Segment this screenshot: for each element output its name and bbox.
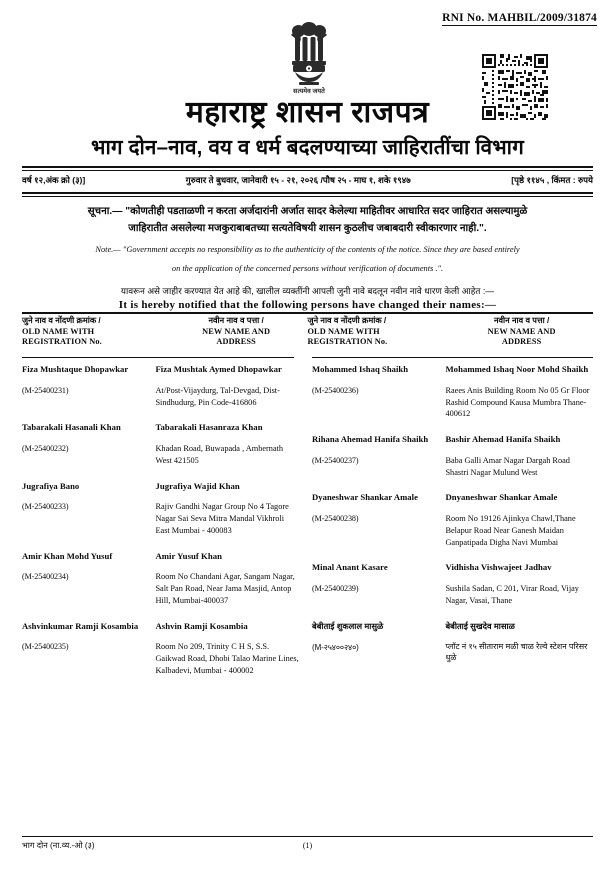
entry-old-cell bbox=[312, 621, 445, 664]
table-row bbox=[312, 562, 590, 606]
entry-old-name: Rihana Ahemad Hanifa Shaikh bbox=[312, 434, 429, 445]
notify-english: It is hereby notified that the following persons have changed their names:— bbox=[118, 298, 497, 311]
entry-new-cell bbox=[445, 492, 590, 548]
header-en-line1: OLD NAME WITH bbox=[307, 326, 380, 336]
entry-new-cell bbox=[155, 364, 300, 408]
gazette-title: महाराष्ट्र शासन राजपत्र bbox=[185, 96, 430, 129]
entry-old-name: Dyaneshwar Shankar Amale bbox=[312, 492, 418, 503]
header-en-line1: NEW NAME AND bbox=[487, 326, 556, 336]
entry-old-name: Amir Khan Mohd Yusuf bbox=[22, 550, 113, 561]
entry-old-name: Ashvinkumar Ramji Kosambia bbox=[22, 620, 139, 631]
table-row bbox=[312, 492, 590, 548]
entry-old-name: Jugrafiya Bano bbox=[22, 480, 80, 491]
rni-number-text: RNI No. MAHBIL/2009/31874 bbox=[442, 12, 597, 24]
page-footer bbox=[22, 840, 593, 851]
issue-pages-price: [पृष्ठे ११४५ , किंमत : रुपये bbox=[511, 175, 593, 185]
entry-new-name: Amir Yusuf Khan bbox=[155, 550, 223, 561]
entry-registration-number: (M-25400232) bbox=[22, 443, 69, 453]
entry-old-name: Minal Anant Kasare bbox=[312, 562, 388, 573]
table-row bbox=[22, 551, 300, 607]
table-header-old-name-right bbox=[308, 316, 451, 347]
table-row bbox=[312, 364, 590, 420]
page-number: (1) bbox=[302, 841, 313, 850]
header-rule-top bbox=[22, 166, 593, 171]
notice-block bbox=[22, 204, 593, 311]
entry-new-cell bbox=[155, 422, 300, 466]
entry-old-cell bbox=[22, 551, 155, 607]
header-en-line2: REGISTRATION No. bbox=[307, 336, 388, 346]
entry-old-name: Fiza Mushtaque Dhopawkar bbox=[22, 364, 129, 374]
entry-new-name: Jugrafiya Wajid Khan bbox=[155, 480, 240, 491]
table-row bbox=[22, 422, 300, 466]
entry-old-name: Mohammed Ishaq Shaikh bbox=[312, 364, 409, 374]
notice-marathi-line-2: जाहिरातीत असलेल्या मजकुराबाबतच्या सत्यतेविषयी शासन कुठलीच जबाबदारी स्वीकारणार नाही.". bbox=[128, 222, 487, 234]
entry-old-cell bbox=[22, 422, 155, 466]
entry-old-cell bbox=[22, 364, 155, 408]
entry-new-cell bbox=[155, 551, 300, 607]
entry-old-cell bbox=[22, 621, 155, 677]
footer-rule bbox=[22, 836, 593, 837]
entry-old-cell bbox=[22, 481, 155, 537]
notify-marathi: यावरून असे जाहीर करण्यात येत आहे की, खालील व्यक्तींनी आपली जुनी नावे बदलून नवीन नावे धारण केली आहेत :— bbox=[120, 285, 495, 296]
entry-old-cell bbox=[312, 434, 445, 478]
entry-address: Room No 19126 Ajinkya Chawl,Thane Belapur Road Near Ganesh Maidan Ganpatipada Digha Navi Mumbai bbox=[445, 514, 576, 547]
entry-address: Rajiv Gandhi Nagar Group No 4 Tagore Nagar Sai Seva Mitra Mandal Vikhroli East Mumbai - 400083 bbox=[155, 502, 289, 535]
entry-new-name: Tabarakali Hasanraza Khan bbox=[155, 422, 263, 433]
entry-registration-number: (M-25400233) bbox=[22, 502, 69, 512]
table-header-row bbox=[22, 316, 593, 347]
entry-registration-number: (M-25400237) bbox=[312, 455, 359, 465]
header-mr-label: नवीन नाव व पत्ता / bbox=[493, 316, 550, 325]
table-row bbox=[22, 364, 300, 408]
notice-english-line-2: on the application of the concerned persons without verification of documents .". bbox=[171, 264, 444, 274]
entry-new-name: Ashvin Ramji Kosambia bbox=[155, 620, 248, 631]
header-mr-label: जुने नाव व नोंदणी क्रमांक / bbox=[307, 316, 387, 325]
entry-address: Sushila Sadan, C 201, Virar Road, Vijay Nagar, Vasai, Thane bbox=[445, 584, 579, 605]
notice-english-line-1: Note.— "Government accepts no responsibility as to the authenticity of the contents of the notice. Since they are based entirely bbox=[95, 244, 520, 254]
svg-text:सत्यमेव जयते: सत्यमेव जयते bbox=[293, 88, 325, 95]
entry-old-name: बेबीताई शुकलाल मासुळे bbox=[312, 621, 384, 631]
entries-column-left bbox=[22, 364, 300, 691]
table-header-new-name-right bbox=[450, 316, 593, 347]
header-en-line2: ADDRESS bbox=[501, 336, 542, 346]
entry-old-cell bbox=[312, 364, 445, 420]
entry-address: प्लॉट नं १५ सीताराम मळी चाळ रेल्वे स्टेशन परिसर धुळे bbox=[445, 641, 588, 663]
gazette-subtitle: भाग दोन–नाव, वय व धर्म बदलण्याच्या जाहिरातींचा विभाग bbox=[91, 136, 524, 159]
entry-registration-number: (M-25400238) bbox=[312, 513, 359, 523]
header-en-line1: OLD NAME WITH bbox=[22, 326, 95, 336]
entry-new-name: Fiza Mushtak Aymed Dhopawkar bbox=[155, 364, 282, 374]
entry-address: Room No 209, Trinity C H S, S.S. Gaikwad Road, Dhobi Talao Marine Lines, Kalbadevi, Mumbai - 400002 bbox=[155, 642, 299, 676]
entry-registration-number: (M-25400239) bbox=[312, 584, 359, 594]
notice-marathi-line-1: सूचना.— "कोणतीही पडताळणी न करता अर्जदारांनी अर्जात सादर केलेल्या माहितीवर आधारित सदर जाहिरात असल्यामुळे bbox=[87, 206, 528, 217]
entry-address: Room No Chandani Agar, Sangam Nagar, Salt Pan Road, Near Jama Masjid, Antop Hill, Mumbai-400037 bbox=[155, 572, 295, 605]
header-en-line1: NEW NAME AND bbox=[202, 326, 271, 336]
table-row bbox=[22, 481, 300, 537]
entry-new-name: Vidhisha Vishwajeet Jadhav bbox=[445, 562, 552, 573]
entry-new-cell bbox=[155, 621, 300, 677]
entry-old-cell bbox=[312, 492, 445, 548]
entry-new-cell bbox=[445, 364, 590, 420]
table-row bbox=[312, 621, 590, 664]
header-mr-label: जुने नाव व नोंदणी क्रमांक / bbox=[22, 316, 101, 325]
entry-address: At/Post-Vijaydurg, Tal-Devgad, Dist-Sindhudurg, Pin Code-416806 bbox=[155, 385, 280, 407]
issue-volume: वर्ष १२,अंक क्रो (३)] bbox=[22, 175, 86, 185]
table-head-rule-left bbox=[22, 357, 294, 358]
entry-new-name: Bashir Ahemad Hanifa Shaikh bbox=[445, 434, 561, 445]
entry-new-cell bbox=[445, 434, 590, 478]
entry-new-name: Mohammed Ishaq Noor Mohd Shaikh bbox=[445, 364, 589, 374]
entry-old-name: Tabarakali Hasanali Khan bbox=[22, 422, 121, 433]
table-head-rule-right bbox=[312, 357, 593, 358]
entry-old-cell bbox=[312, 562, 445, 606]
header-en-line2: REGISTRATION No. bbox=[22, 336, 102, 346]
issue-date: गुरुवार ते बुधवार, जानेवारी १५ - २१, २०२६ /पौष २५ - माघ १, शके १९४७ bbox=[185, 175, 411, 185]
table-header-old-name-left bbox=[22, 316, 165, 347]
header-rule-bottom bbox=[22, 192, 593, 197]
table-row bbox=[312, 434, 590, 478]
entry-new-cell bbox=[155, 481, 300, 537]
entry-new-name: बेबीताई सुखदेव मासाळ bbox=[445, 621, 515, 631]
entry-registration-number: (M-२५४००२४०) bbox=[312, 642, 359, 652]
entry-new-cell bbox=[445, 562, 590, 606]
header-en-line2: ADDRESS bbox=[216, 336, 256, 346]
entry-address: Raees Anis Building Room No 05 Gr Floor Rashid Compound Kausa Mumbra Thane-400612 bbox=[445, 385, 590, 419]
issue-line bbox=[22, 172, 593, 188]
entry-registration-number: (M-25400234) bbox=[22, 572, 69, 582]
entry-new-cell bbox=[445, 621, 590, 664]
entry-registration-number: (M-25400236) bbox=[312, 385, 359, 395]
entry-address: Khadan Road, Buwapada , Ambernath West 421505 bbox=[155, 444, 284, 465]
footer-part-label: भाग दोन (ना.व्य.-ओ (३) bbox=[22, 841, 95, 850]
entry-new-name: Dnyaneshwar Shankar Amale bbox=[445, 492, 558, 503]
entry-address: Baba Galli Amar Nagar Dargah Road Shastri Nagar Mulund West bbox=[445, 455, 570, 477]
header-mr-label: नवीन नाव व पत्ता / bbox=[208, 316, 264, 325]
entry-registration-number: (M-25400231) bbox=[22, 385, 69, 395]
table-header-new-name-left bbox=[165, 316, 308, 347]
entries-column-right bbox=[312, 364, 590, 678]
entry-registration-number: (M-25400235) bbox=[22, 642, 69, 652]
table-row bbox=[22, 621, 300, 677]
table-head-rule-top bbox=[22, 312, 593, 314]
